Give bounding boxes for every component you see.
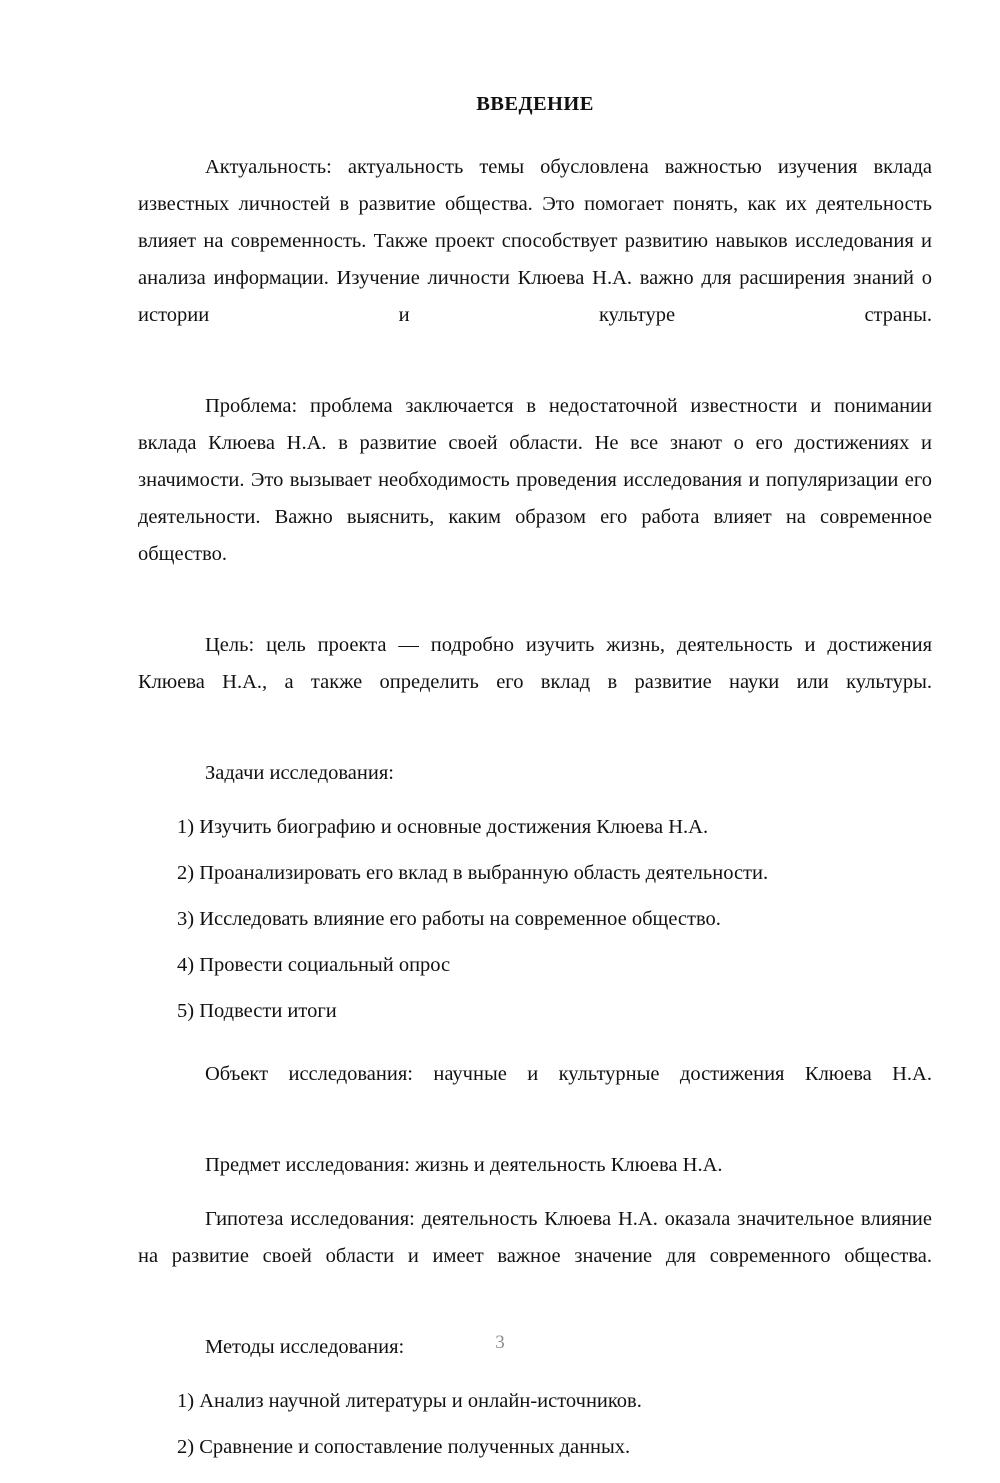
page-number: 3 [495, 1332, 505, 1353]
list-item: 3) Исследовать влияние его работы на современное общество. [177, 908, 721, 930]
document-body [138, 86, 932, 1483]
list-gap [138, 1047, 932, 1056]
list-item: 5) Подвести итоги [177, 1000, 337, 1022]
paragraph-relevance: Актуальность: актуальность темы обусловлена важностью изучения вклада известных личностей в развитие общества. Это помогает понять, как их деятельность влияет на современность. Также проект способствует развитию навыков исследования и анализа информации. Изучение личности Клюева Н.А. важно для расширения знаний о истории и культуре страны. [138, 156, 932, 326]
page-title: ВВЕДЕНИЕ [476, 93, 594, 115]
paragraph-subject: Предмет исследования: жизнь и деятельность Клюева Н.А. [205, 1154, 723, 1176]
methods-heading: Методы исследования: [205, 1336, 405, 1358]
paragraph-hypothesis: Гипотеза исследования: деятельность Клюева Н.А. оказала значительное влияние на развитие своей области и имеет важное значение для современного общества. [138, 1208, 932, 1267]
paragraph-problem: Проблема: проблема заключается в недостаточной известности и понимании вклада Клюева Н.А. в развитие своей области. Не все знают о его достижениях и значимости. Это вызывает необходимость проведения исследования и популяризации его деятельности. Важно выяснить, каким образом его работа влияет на современное общество. [138, 395, 932, 565]
list-item: 2) Проанализировать его вклад в выбранную область деятельности. [177, 862, 769, 884]
tasks-list [138, 809, 932, 1030]
list-item: 4) Провести социальный опрос [177, 954, 451, 976]
methods-list [138, 1383, 932, 1466]
tasks-heading: Задачи исследования: [205, 762, 394, 784]
list-item: 1) Анализ научной литературы и онлайн-источников. [177, 1390, 642, 1412]
paragraph-goal: Цель: цель проекта — подробно изучить жизнь, деятельность и достижения Клюева Н.А., а также определить его вклад в развитие науки или культуры. [138, 634, 932, 693]
list-item: 1) Изучить биографию и основные достижения Клюева Н.А. [177, 816, 709, 838]
paragraph-object: Объект исследования: научные и культурные достижения Клюева Н.А. [205, 1063, 932, 1085]
list-item: 2) Сравнение и сопоставление полученных данных. [177, 1436, 631, 1458]
